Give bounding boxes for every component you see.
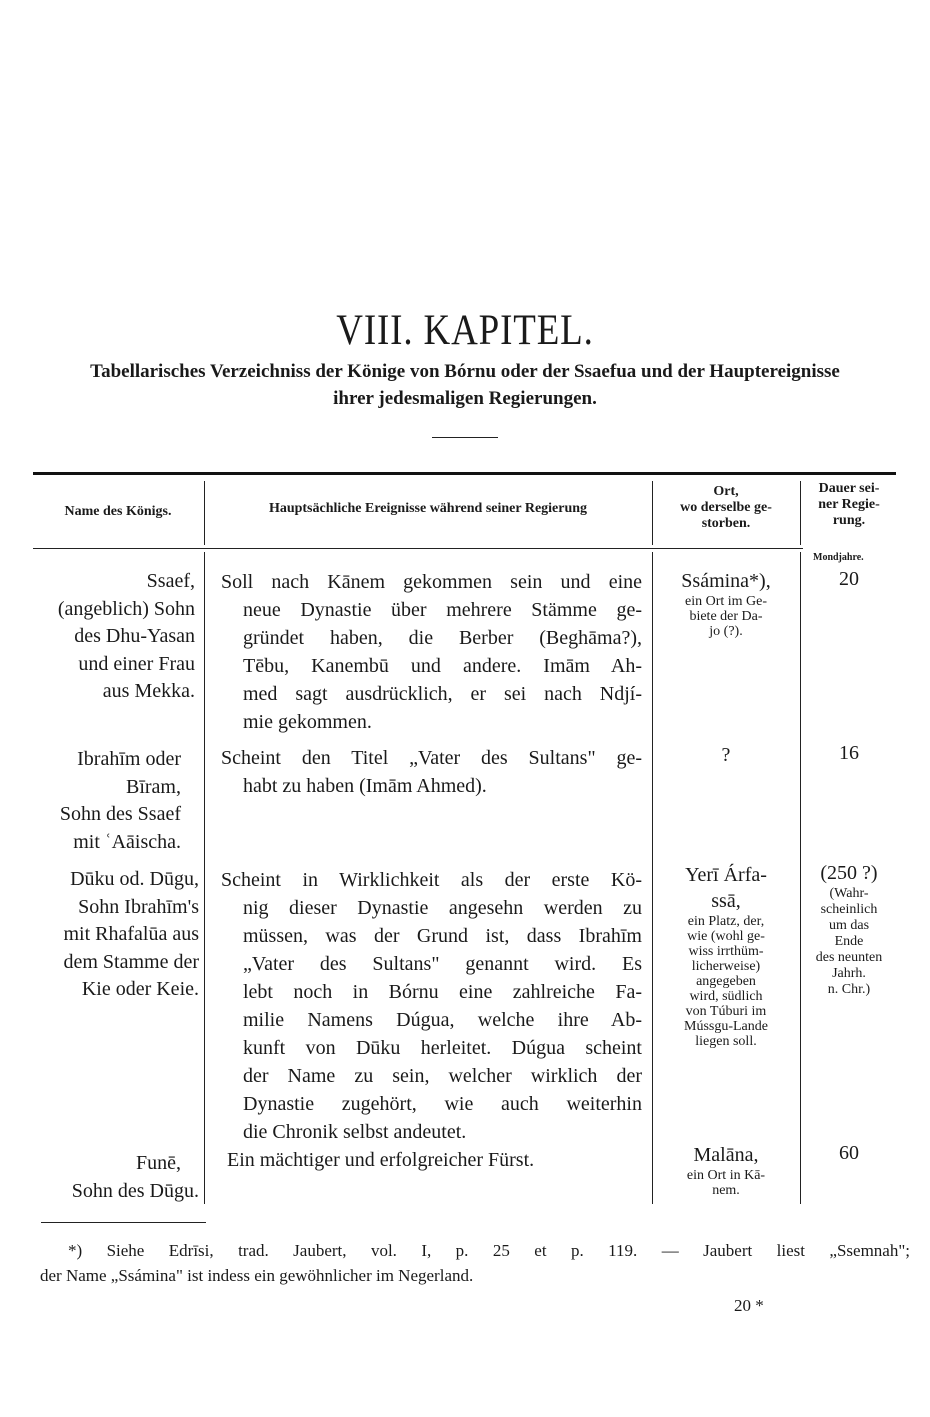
king-name: Ssaef, (angeblich) Sohn des Dhu-Yasan und einer Frau aus Mekka.: [57, 570, 195, 702]
header-name: Name des Königs.: [64, 504, 172, 519]
reign-duration: 20: [839, 568, 859, 590]
footnote-line-2: der Name „Ssámina" ist indess ein gewöhnlicher im Negerland.: [40, 1266, 474, 1285]
reign-events: Scheint den Titel „Vater des Sultans" ge- habt zu haben (Imām Ahmed).: [221, 747, 642, 797]
footnote-rule: [41, 1222, 206, 1223]
place-of-death: Malāna, ein Ort in Kā- nem.: [686, 1144, 766, 1198]
page-number: 20 *: [734, 1296, 764, 1315]
header-events: Hauptsächliche Ereignisse während seiner Regierung: [268, 501, 588, 516]
reign-events: Ein mächtiger und erfolgreicher Fürst.: [227, 1149, 535, 1171]
column-divider: [800, 481, 801, 545]
footnote-line-1: *) Siehe Edrīsi, trad. Jaubert, vol. I, p. 25 et p. 119. — Jaubert liest „Ssemnah";: [68, 1241, 910, 1260]
footnote: [40, 1238, 910, 1288]
header-duration: Dauer sei- ner Regie- rung.: [818, 481, 880, 528]
place-of-death: Ssámina*), ein Ort im Ge- biete der Da- jo (?).: [681, 570, 771, 639]
reign-duration: (250 ?) (Wahr- scheinlich um das Ende des neunten Jahrh. n. Chr.): [815, 862, 883, 997]
table-header-rule: [33, 548, 803, 549]
subtitle-line-1: Tabellarisches Verzeichniss der Könige von Bórnu oder der Ssaefua und der Hauptereignisse: [90, 361, 840, 382]
column-divider: [204, 481, 205, 545]
reign-events: Soll nach Kānem gekommen sein und eine neue Dynastie über mehrere Stämme ge- gründet haben, die Berber (Beghāma?), Tēbu, Kanembū und andere. Imām Ah- med sagt ausdrücklich, er sei nach Ndjí- mie gekommen.: [221, 571, 642, 733]
table-top-rule: [33, 472, 896, 475]
column-divider: [204, 552, 205, 1204]
chapter-title: VIII. KAPITEL.: [336, 307, 594, 354]
column-divider: [652, 481, 653, 545]
king-name: Ibrahīm oder Bīram, Sohn des Ssaef mit ʿAāischa.: [59, 748, 181, 853]
header-place: Ort, wo derselbe ge- storben.: [680, 484, 772, 531]
reign-duration: 16: [839, 742, 859, 764]
subtitle-line-2: ihrer jedesmaligen Regierungen.: [333, 388, 597, 409]
duration-unit: Mondjahre.: [813, 552, 864, 563]
king-name: Funē, Sohn des Dūgu.: [71, 1152, 199, 1202]
title-divider: [432, 437, 498, 438]
chapter-subtitle: [30, 358, 900, 412]
king-name: Dūku od. Dūgu, Sohn Ibrahīm's mit Rhafalūa aus dem Stamme der Kie oder Keie.: [63, 868, 199, 1000]
column-divider: [652, 552, 653, 1204]
place-of-death: Yerī Árfa- ssā, ein Platz, der, wie (wohl ge- wiss irrthüm- licherweise) angegeben wird, südlich von Túburi im Mússgu-Lande liegen soll.: [684, 864, 768, 1049]
place-of-death: ?: [721, 744, 731, 766]
reign-events: Scheint in Wirklichkeit als der erste Kö- nig dieser Dynastie angesehn werden zu müssen, was der Grund ist, dass Ibrahīm „Vater des Sultans" genannt wird. Es lebt noch in Bórnu eine zahlreiche Fa- milie Namens Dúgua, welche ihre Ab- kunft von Dūku herleitet. Dúgua scheint der Name zu sein, welcher wirklich der Dynastie zugehört, wie auch weiterhin die Chronik selbst andeutet.: [221, 869, 642, 1143]
reign-duration: 60: [839, 1142, 859, 1164]
column-divider: [800, 552, 801, 1204]
